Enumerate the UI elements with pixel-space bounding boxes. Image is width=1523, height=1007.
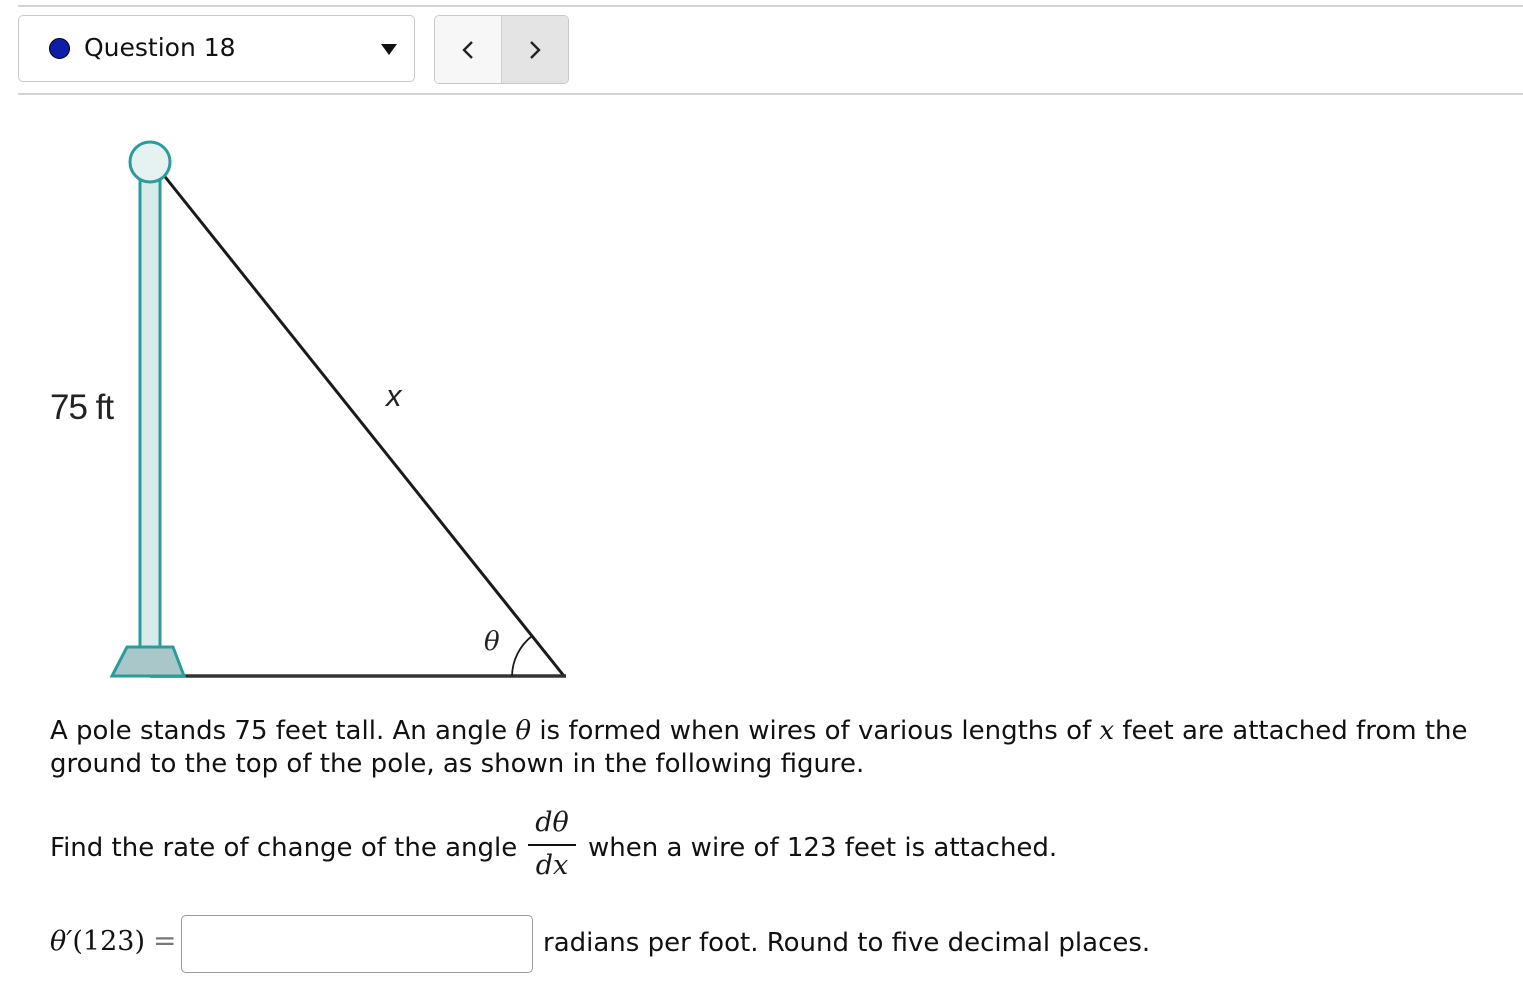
pole-shaft	[140, 168, 160, 648]
pole-wire-figure	[0, 0, 620, 700]
problem-text-2: is formed when wires of various lengths of	[531, 716, 1100, 746]
equals-sign: =	[153, 924, 177, 957]
wire-line	[150, 158, 564, 676]
angle-arc	[512, 636, 532, 676]
pole-height-label: 75 ft	[50, 388, 114, 427]
pole-base	[112, 647, 184, 676]
problem-statement	[50, 715, 1490, 781]
problem-text-3: feet are attached from the ground to the top of the pole, as shown in the following figure.	[50, 716, 1468, 779]
pole-top-ball	[130, 142, 170, 182]
find-text-before: Find the rate of change of the angle	[50, 833, 518, 863]
answer-input[interactable]	[181, 915, 533, 973]
answer-argument: (123)	[72, 926, 145, 957]
fraction-denominator: dx	[535, 850, 569, 881]
wire-length-label: x	[386, 378, 402, 413]
answer-label	[50, 925, 145, 959]
answer-units: radians per foot. Round to five decimal places.	[543, 928, 1151, 958]
fraction-bar	[528, 844, 576, 846]
x-symbol: x	[1099, 716, 1115, 746]
theta-symbol: θ	[515, 716, 532, 746]
find-text-after: when a wire of 123 feet is attached.	[588, 833, 1058, 863]
derivative-fraction	[528, 806, 576, 881]
fraction-numerator: dθ	[535, 807, 569, 838]
problem-text-1: A pole stands 75 feet tall. An angle	[50, 716, 516, 746]
question-label: Question 18	[84, 33, 236, 62]
theta-prime: θ′	[50, 926, 73, 957]
angle-label: θ	[484, 627, 500, 657]
